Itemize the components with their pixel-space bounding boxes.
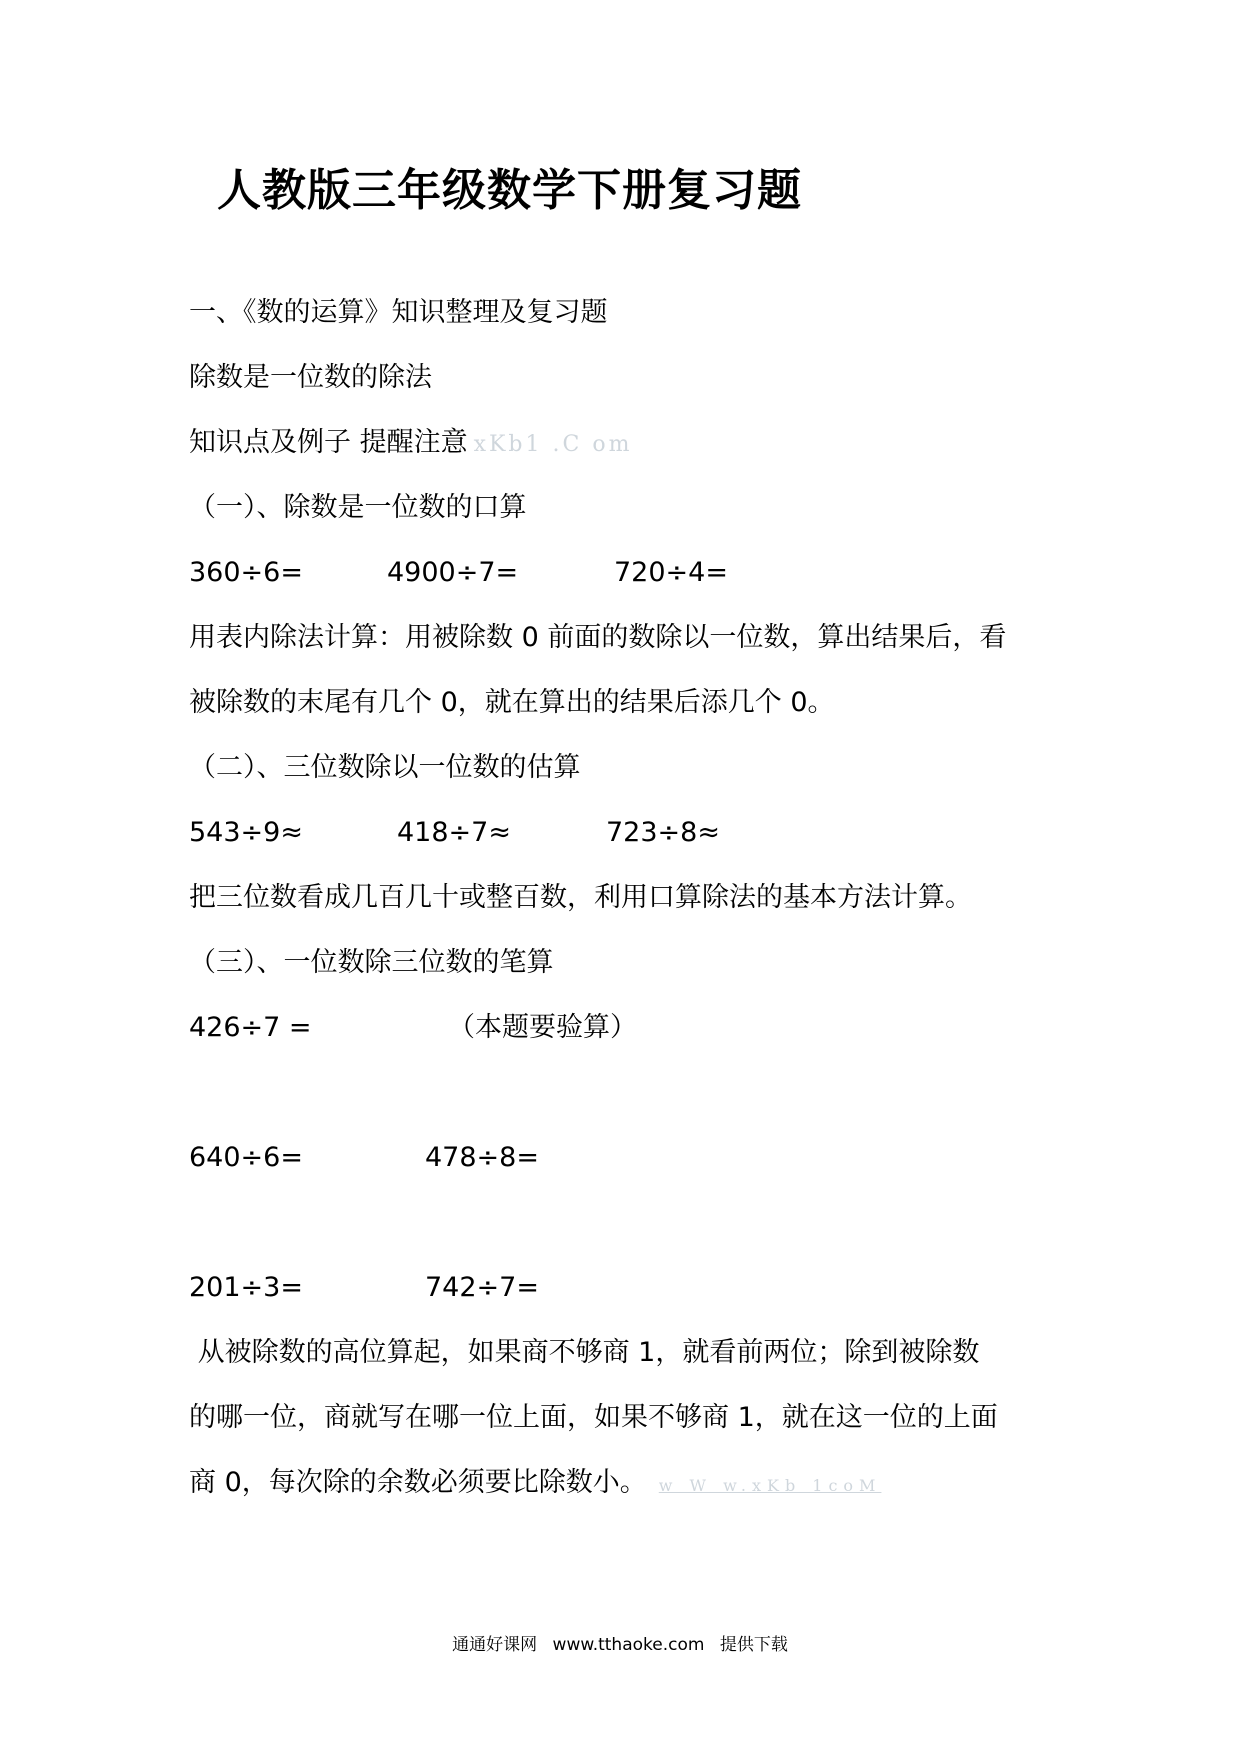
part2-problem-1: 543÷9≈ xyxy=(189,817,303,848)
part3-note-line-3-row xyxy=(189,1466,881,1503)
part1-heading: （一）、除数是一位数的口算 xyxy=(189,492,527,523)
part3-problem-main: 426÷7 = xyxy=(189,1012,312,1043)
part1-problem-2: 4900÷7= xyxy=(387,557,519,588)
part3-problem-main-note: （本题要验算） xyxy=(448,1012,637,1043)
part2-problem-2: 418÷7≈ xyxy=(397,817,511,848)
part3-note-line-2: 的哪一位，商就写在哪一位上面，如果不够商 1，就在这一位的上面 xyxy=(189,1402,998,1433)
topic-heading: 除数是一位数的除法 xyxy=(189,362,432,393)
page-title: 人教版三年级数学下册复习题 xyxy=(217,165,802,216)
part3-problem-row2-2: 478÷8= xyxy=(425,1142,539,1173)
page-footer xyxy=(0,1630,1240,1655)
footer-url: www.tthaoke.com xyxy=(552,1635,705,1655)
subheading-text: 知识点及例子 提醒注意 xyxy=(189,427,468,458)
part3-note-line-1: 从被除数的高位算起，如果商不够商 1，就看前两位；除到被除数 xyxy=(189,1337,980,1368)
subheading-row xyxy=(189,426,632,462)
watermark-text: xKb1 .C om xyxy=(473,432,633,457)
part3-problem-row3-2: 742÷7= xyxy=(425,1272,539,1303)
part2-problem-3: 723÷8≈ xyxy=(606,817,720,848)
part1-problem-1: 360÷6= xyxy=(189,557,303,588)
part1-problem-3: 720÷4= xyxy=(614,557,728,588)
section-heading: 一、《数的运算》知识整理及复习题 xyxy=(189,297,608,328)
part3-heading: （三）、一位数除三位数的笔算 xyxy=(189,947,554,978)
part3-problem-row3-1: 201÷3= xyxy=(189,1272,303,1303)
part3-problem-row2-1: 640÷6= xyxy=(189,1142,303,1173)
part3-note-line-3: 商 0，每次除的余数必须要比除数小。 xyxy=(189,1467,647,1498)
watermark-text-2: w W w.xKb 1coM xyxy=(658,1476,882,1495)
part1-note-line-2: 被除数的末尾有几个 0，就在算出的结果后添几个 0。 xyxy=(189,687,835,718)
footer-site-name: 通通好课网 xyxy=(452,1635,538,1655)
part2-note: 把三位数看成几百几十或整百数，利用口算除法的基本方法计算。 xyxy=(189,882,972,913)
part2-heading: （二）、三位数除以一位数的估算 xyxy=(189,752,581,783)
part1-note-line-1: 用表内除法计算：用被除数 0 前面的数除以一位数，算出结果后，看 xyxy=(189,622,1007,653)
footer-suffix: 提供下载 xyxy=(719,1635,788,1655)
